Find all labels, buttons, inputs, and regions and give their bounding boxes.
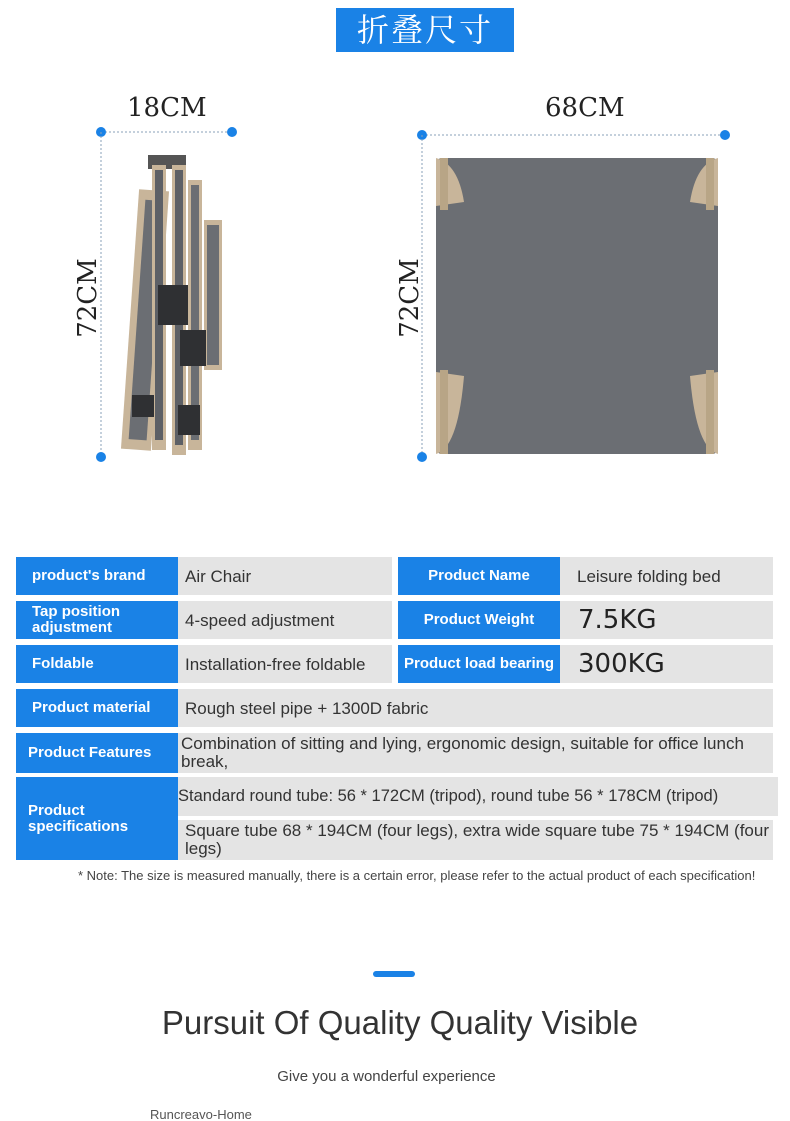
top-height-label: 72CM	[394, 258, 425, 338]
features-label: Product Features	[16, 733, 178, 773]
material-value: Rough steel pipe + 1300D fabric	[178, 689, 773, 727]
specifications-label: Product specifications	[16, 777, 178, 860]
foldable-value: Installation-free foldable	[178, 645, 392, 683]
tap-position-label: Tap position adjustment	[16, 601, 178, 639]
folded-width-label: 18CM	[127, 93, 207, 123]
features-value: Combination of sitting and lying, ergonomic design, suitable for office lunch break,	[178, 733, 773, 773]
spec-line-2: Square tube 68 * 194CM (four legs), extra wide square tube 75 * 194CM (four legs)	[178, 820, 773, 860]
unfolded-bed-image	[436, 158, 718, 454]
measurement-note: * Note: The size is measured manually, there is a certain error, please refer to the actual product of each specification!	[78, 868, 756, 883]
weight-value: 7.5KG	[560, 601, 773, 639]
load-bearing-value: 300KG	[560, 645, 773, 683]
top-width-label: 68CM	[545, 93, 625, 123]
load-bearing-label: Product load bearing	[398, 645, 560, 683]
name-label: Product Name	[398, 557, 560, 595]
tap-position-value: 4-speed adjustment	[178, 601, 392, 639]
accent-bar	[373, 971, 415, 977]
brand-label: product's brand	[16, 557, 178, 595]
material-label: Product material	[16, 689, 178, 727]
spec-line-1: Standard round tube: 56 * 172CM (tripod), round tube 56 * 178CM (tripod)	[178, 777, 778, 816]
subtitle: Give you a wonderful experience	[277, 1068, 496, 1085]
weight-label: Product Weight	[398, 601, 560, 639]
brand-value: Air Chair	[178, 557, 392, 595]
section-title: 折叠尺寸	[336, 8, 514, 52]
folded-height-label: 72CM	[72, 258, 103, 338]
name-value: Leisure folding bed	[560, 557, 773, 595]
headline: Pursuit Of Quality Quality Visible	[161, 1004, 639, 1041]
folded-bed-image	[121, 155, 222, 455]
shop-brand: Runcreavo-Home	[150, 1107, 252, 1121]
foldable-label: Foldable	[16, 645, 178, 683]
